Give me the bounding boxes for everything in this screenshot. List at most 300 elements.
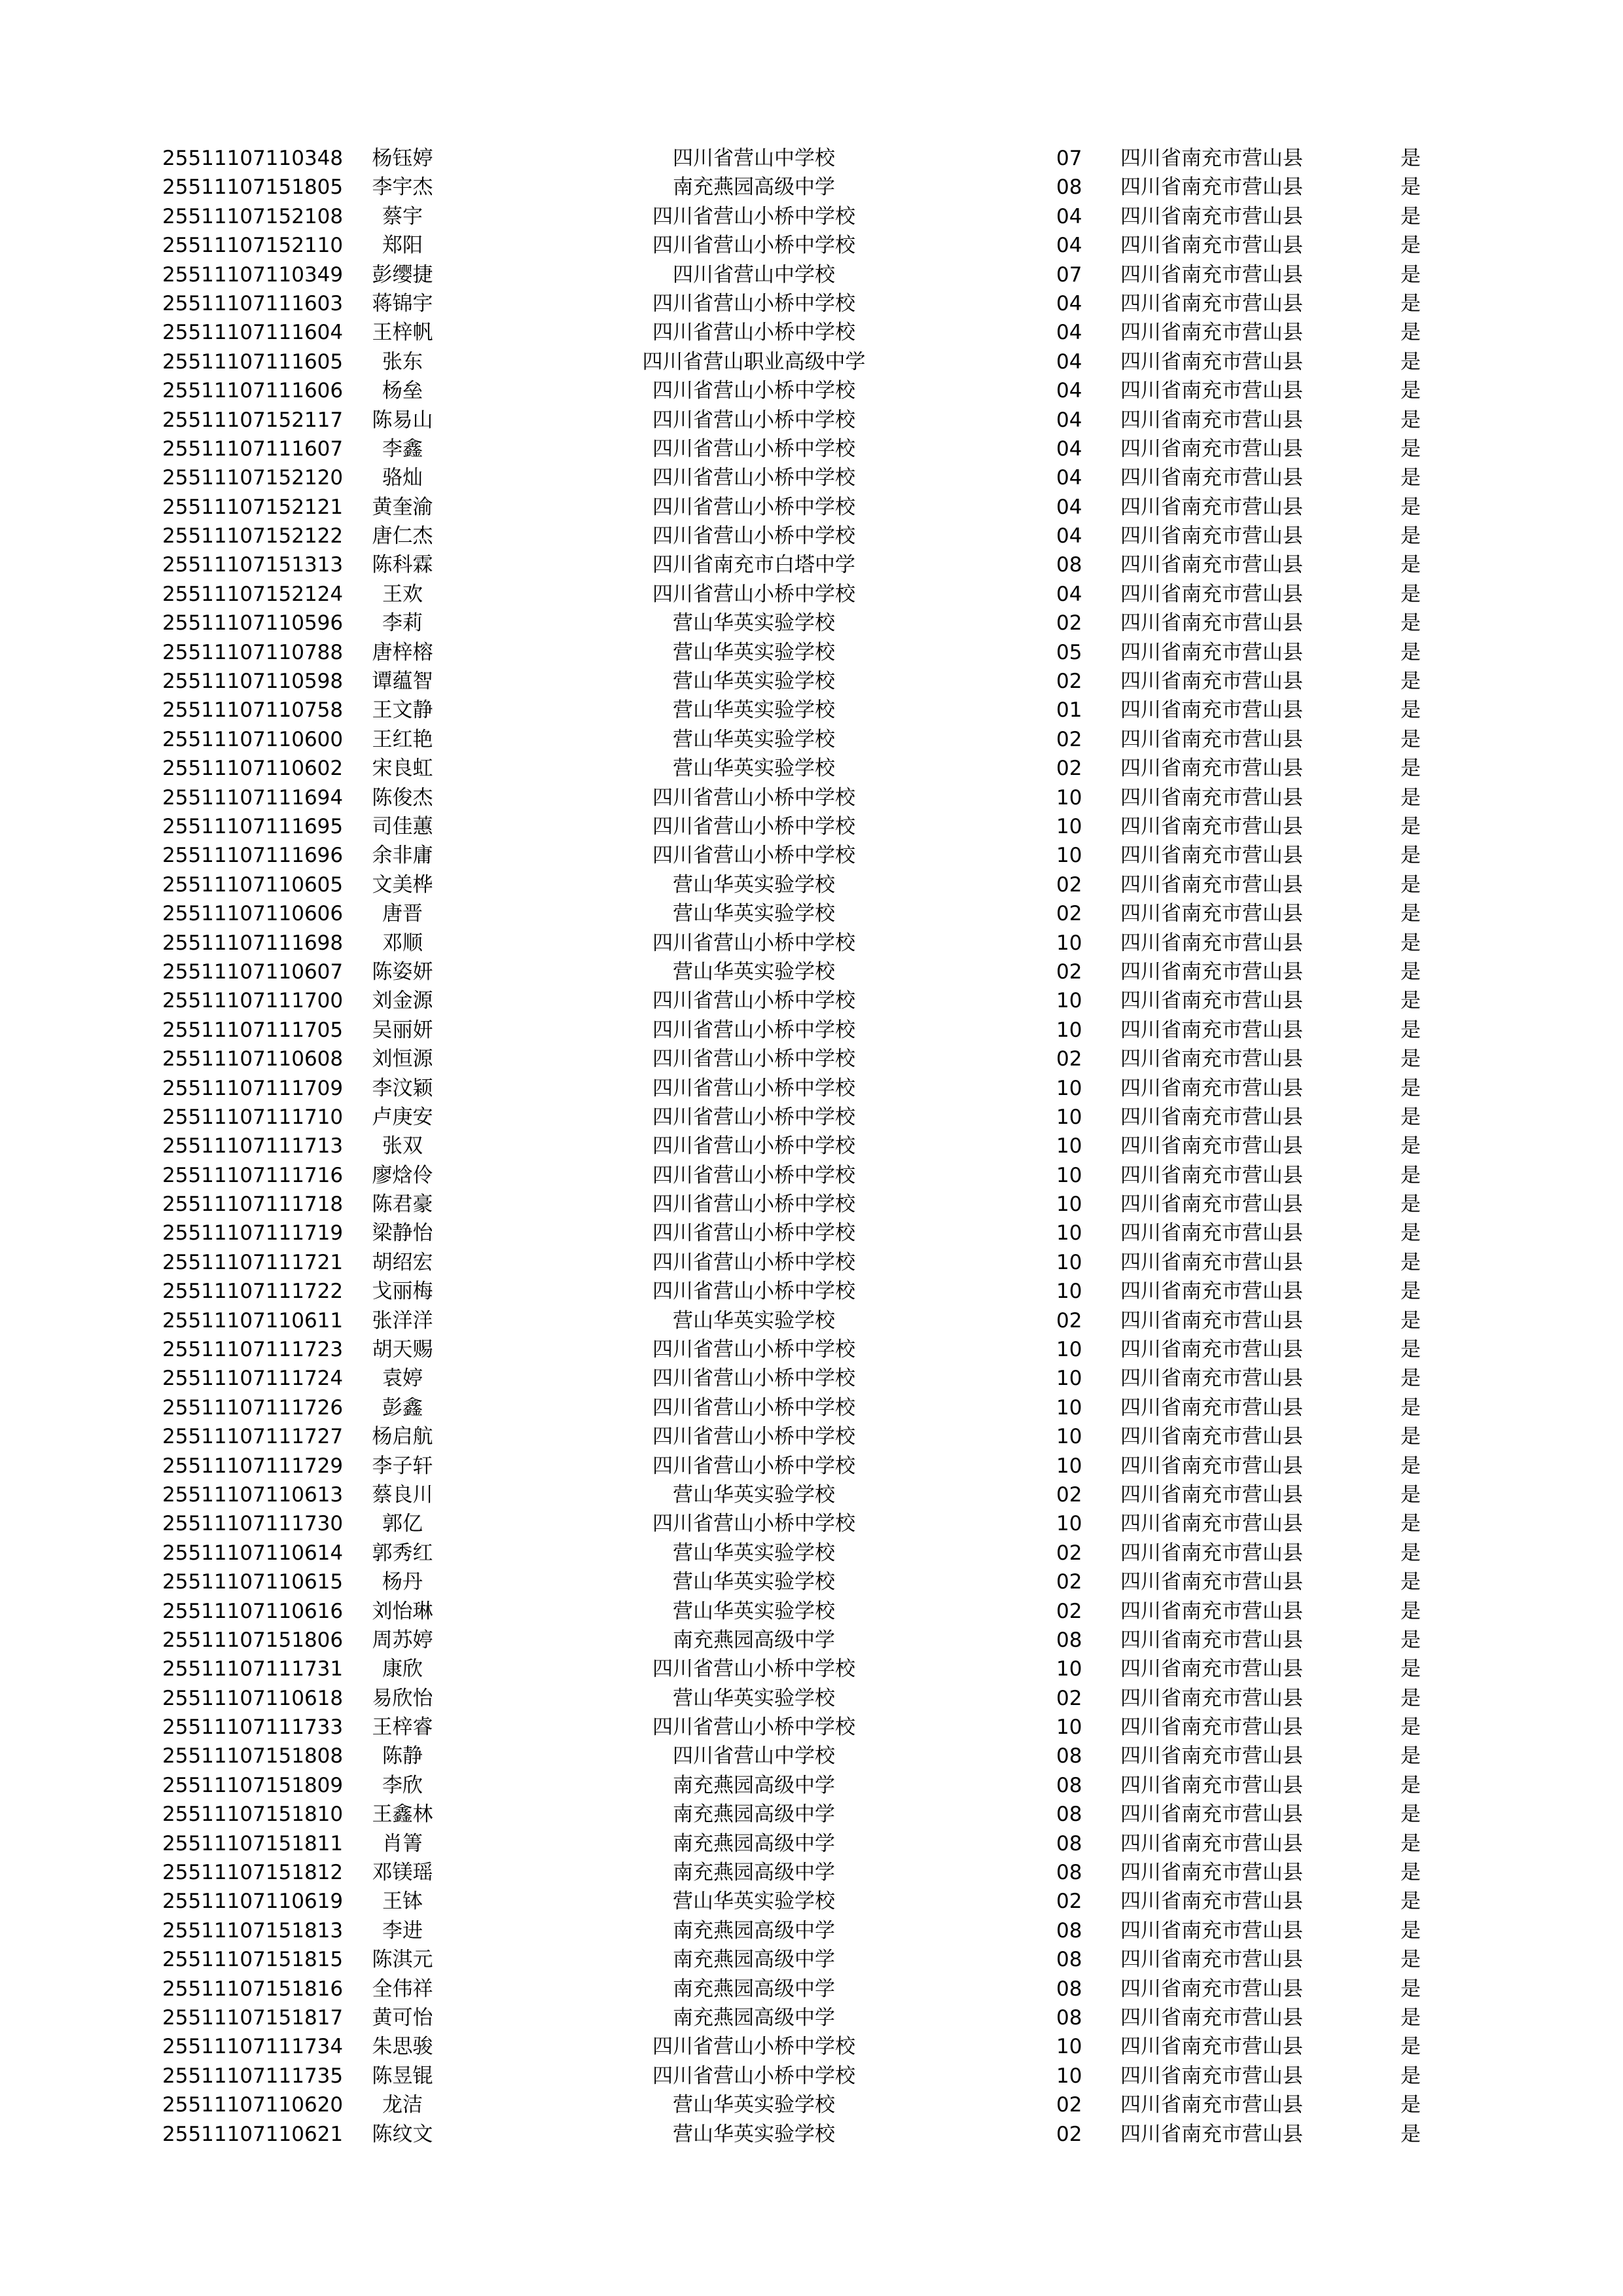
table-row — [0, 1161, 1623, 1190]
table-row — [0, 812, 1623, 841]
status-flag-cell: 是 — [1400, 350, 1421, 374]
student-name-cell-text: 蔡良川 — [372, 1482, 433, 1507]
exam-number-cell: 25511107111694 — [162, 785, 344, 810]
status-flag-cell: 是 — [1400, 698, 1421, 723]
table-row — [0, 463, 1623, 492]
school-cell-text: 四川省营山小桥中学校 — [652, 1250, 855, 1274]
status-flag-cell: 是 — [1400, 379, 1421, 403]
region-cell: 四川省南充市营山县 — [1120, 1570, 1303, 1594]
category-code-cell: 07 — [1056, 262, 1082, 287]
table-row — [0, 318, 1623, 347]
region-cell: 四川省南充市营山县 — [1120, 1890, 1303, 1914]
table-row — [0, 725, 1623, 754]
category-code-cell: 02 — [1056, 727, 1082, 751]
student-name-cell-text: 王钵 — [382, 1890, 423, 1914]
school-cell-text: 四川省营山小桥中学校 — [652, 1221, 855, 1246]
status-flag-cell: 是 — [1400, 321, 1421, 345]
category-code-cell: 10 — [1056, 785, 1082, 810]
exam-number-cell: 25511107110596 — [162, 611, 344, 636]
student-name-cell-text: 郑阳 — [382, 234, 423, 258]
exam-number-cell: 25511107111606 — [162, 379, 344, 403]
exam-number-cell: 25511107152117 — [162, 408, 344, 432]
exam-number-cell: 25511107110615 — [162, 1570, 344, 1594]
status-flag-cell: 是 — [1400, 2093, 1421, 2117]
table-row — [0, 2032, 1623, 2061]
table-row — [0, 667, 1623, 696]
table-row — [0, 1074, 1623, 1103]
region-cell: 四川省南充市营山县 — [1120, 1599, 1303, 1623]
status-flag-cell: 是 — [1400, 2064, 1421, 2088]
status-flag-cell: 是 — [1400, 1512, 1421, 1536]
category-code-cell: 10 — [1056, 1163, 1082, 1187]
student-name-cell-text: 郭秀红 — [372, 1541, 433, 1565]
exam-number-cell: 25511107111730 — [162, 1512, 344, 1536]
category-code-cell: 02 — [1056, 2122, 1082, 2146]
table-row — [0, 144, 1623, 173]
region-cell: 四川省南充市营山县 — [1120, 1338, 1303, 1362]
region-cell: 四川省南充市营山县 — [1120, 1250, 1303, 1274]
category-code-cell: 10 — [1056, 1512, 1082, 1536]
student-name-cell-text: 李子轩 — [372, 1454, 433, 1478]
school-cell-text: 四川省营山小桥中学校 — [652, 321, 855, 345]
school-cell-text: 四川省营山小桥中学校 — [652, 582, 855, 606]
table-row — [0, 289, 1623, 318]
table-row — [0, 406, 1623, 435]
table-row — [0, 1887, 1623, 1916]
student-name-cell-text: 陈昱锟 — [372, 2064, 433, 2088]
region-cell: 四川省南充市营山县 — [1120, 1948, 1303, 1972]
exam-number-cell: 25511107110788 — [162, 640, 344, 664]
table-row — [0, 870, 1623, 899]
status-flag-cell: 是 — [1400, 960, 1421, 984]
category-code-cell: 10 — [1056, 2035, 1082, 2059]
school-cell-text: 四川省营山小桥中学校 — [652, 814, 855, 838]
exam-number-cell: 25511107110611 — [162, 1308, 344, 1333]
table-row — [0, 1800, 1623, 1829]
status-flag-cell: 是 — [1400, 1134, 1421, 1158]
school-cell-text: 南充燕园高级中学 — [673, 1803, 835, 1827]
school-cell-text: 四川省营山小桥中学校 — [652, 1105, 855, 1129]
status-flag-cell: 是 — [1400, 2122, 1421, 2146]
region-cell: 四川省南充市营山县 — [1120, 611, 1303, 636]
exam-number-cell: 25511107152108 — [162, 204, 344, 228]
status-flag-cell: 是 — [1400, 1280, 1421, 1304]
table-row — [0, 260, 1623, 289]
region-cell: 四川省南充市营山县 — [1120, 872, 1303, 897]
student-name-cell-text: 黄奎渝 — [372, 495, 433, 519]
region-cell: 四川省南充市营山县 — [1120, 495, 1303, 519]
exam-number-cell: 25511107151809 — [162, 1773, 344, 1797]
region-cell: 四川省南充市营山县 — [1120, 321, 1303, 345]
student-name-cell-text: 陈姿妍 — [372, 960, 433, 984]
exam-number-cell: 25511107111721 — [162, 1250, 344, 1274]
table-row — [0, 1829, 1623, 1858]
table-row — [0, 580, 1623, 609]
table-row — [0, 1597, 1623, 1626]
school-cell-text: 营山华英实验学校 — [673, 698, 835, 723]
category-code-cell: 04 — [1056, 437, 1082, 461]
status-flag-cell: 是 — [1400, 1338, 1421, 1362]
category-code-cell: 02 — [1056, 1570, 1082, 1594]
school-cell-text: 四川省营山小桥中学校 — [652, 291, 855, 315]
category-code-cell: 10 — [1056, 1715, 1082, 1740]
region-cell: 四川省南充市营山县 — [1120, 1541, 1303, 1565]
category-code-cell: 08 — [1056, 1628, 1082, 1652]
student-name-cell-text: 唐梓榕 — [372, 640, 433, 664]
table-row — [0, 1452, 1623, 1480]
category-code-cell: 02 — [1056, 960, 1082, 984]
school-cell-text: 四川省营山小桥中学校 — [652, 1395, 855, 1420]
student-name-cell-text: 谭蕴智 — [372, 670, 433, 694]
student-name-cell-text: 宋良虹 — [372, 757, 433, 781]
region-cell: 四川省南充市营山县 — [1120, 1308, 1303, 1333]
category-code-cell: 05 — [1056, 640, 1082, 664]
student-name-cell-text: 陈静 — [382, 1744, 423, 1768]
student-name-cell-text: 周苏婷 — [372, 1628, 433, 1652]
category-code-cell: 07 — [1056, 147, 1082, 170]
status-flag-cell: 是 — [1400, 1367, 1421, 1391]
table-row — [0, 1277, 1623, 1306]
student-name-cell-text: 陈俊杰 — [372, 785, 433, 810]
status-flag-cell: 是 — [1400, 1861, 1421, 1885]
exam-number-cell: 25511107111605 — [162, 350, 344, 374]
school-cell-text: 四川省营山中学校 — [673, 262, 835, 287]
region-cell: 四川省南充市营山县 — [1120, 1512, 1303, 1536]
school-cell-text: 营山华英实验学校 — [673, 902, 835, 926]
exam-number-cell: 25511107111735 — [162, 2064, 344, 2088]
table-row — [0, 958, 1623, 986]
table-row — [0, 754, 1623, 783]
student-name-cell-text: 胡绍宏 — [372, 1250, 433, 1274]
region-cell: 四川省南充市营山县 — [1120, 1744, 1303, 1768]
status-flag-cell: 是 — [1400, 872, 1421, 897]
school-cell-text: 营山华英实验学校 — [673, 727, 835, 751]
student-name-cell-text: 王欢 — [382, 582, 423, 606]
region-cell: 四川省南充市营山县 — [1120, 147, 1303, 170]
school-cell-text: 四川省营山小桥中学校 — [652, 931, 855, 955]
exam-number-cell: 25511107151817 — [162, 2006, 344, 2030]
student-name-cell-text: 吴丽妍 — [372, 1018, 433, 1042]
status-flag-cell: 是 — [1400, 1918, 1421, 1943]
region-cell: 四川省南充市营山县 — [1120, 1105, 1303, 1129]
table-row — [0, 1364, 1623, 1393]
school-cell-text: 四川省营山小桥中学校 — [652, 1163, 855, 1187]
category-code-cell: 08 — [1056, 2006, 1082, 2030]
category-code-cell: 04 — [1056, 234, 1082, 258]
student-name-cell-text: 杨垒 — [382, 379, 423, 403]
exam-number-cell: 25511107110605 — [162, 872, 344, 897]
school-cell-text: 营山华英实验学校 — [673, 611, 835, 636]
exam-number-cell: 25511107111713 — [162, 1134, 344, 1158]
student-name-cell-text: 文美桦 — [372, 872, 433, 897]
school-cell-text: 四川省营山小桥中学校 — [652, 1018, 855, 1042]
region-cell: 四川省南充市营山县 — [1120, 262, 1303, 287]
category-code-cell: 02 — [1056, 2093, 1082, 2117]
status-flag-cell: 是 — [1400, 408, 1421, 432]
school-cell-text: 四川省营山小桥中学校 — [652, 1715, 855, 1740]
region-cell: 四川省南充市营山县 — [1120, 1831, 1303, 1856]
table-row — [0, 1858, 1623, 1887]
region-cell: 四川省南充市营山县 — [1120, 1193, 1303, 1217]
exam-number-cell: 25511107111724 — [162, 1367, 344, 1391]
table-row — [0, 1219, 1623, 1247]
region-cell: 四川省南充市营山县 — [1120, 582, 1303, 606]
category-code-cell: 08 — [1056, 1861, 1082, 1885]
region-cell: 四川省南充市营山县 — [1120, 204, 1303, 228]
school-cell-text: 四川省营山小桥中学校 — [652, 1367, 855, 1391]
category-code-cell: 02 — [1056, 611, 1082, 636]
category-code-cell: 02 — [1056, 1599, 1082, 1623]
table-row — [0, 929, 1623, 958]
region-cell: 四川省南充市营山县 — [1120, 757, 1303, 781]
school-cell-text: 四川省营山小桥中学校 — [652, 989, 855, 1013]
table-row — [0, 1335, 1623, 1364]
school-cell-text: 四川省营山职业高级中学 — [642, 350, 866, 374]
student-name-cell-text: 唐仁杰 — [372, 524, 433, 548]
category-code-cell: 10 — [1056, 1018, 1082, 1042]
student-name-cell-text: 蒋锦宇 — [372, 291, 433, 315]
category-code-cell: 10 — [1056, 844, 1082, 868]
table-row — [0, 1626, 1623, 1655]
category-code-cell: 02 — [1056, 902, 1082, 926]
school-cell-text: 营山华英实验学校 — [673, 1599, 835, 1623]
student-name-cell-text: 袁婷 — [382, 1367, 423, 1391]
school-cell-text: 营山华英实验学校 — [673, 1541, 835, 1565]
student-name-cell-text: 梁静怡 — [372, 1221, 433, 1246]
category-code-cell: 02 — [1056, 1047, 1082, 1071]
table-row — [0, 1916, 1623, 1945]
school-cell-text: 南充燕园高级中学 — [673, 1948, 835, 1972]
status-flag-cell: 是 — [1400, 757, 1421, 781]
status-flag-cell: 是 — [1400, 1570, 1421, 1594]
region-cell: 四川省南充市营山县 — [1120, 379, 1303, 403]
table-row — [0, 1945, 1623, 1974]
school-cell-text: 四川省南充市白塔中学 — [652, 553, 855, 577]
school-cell-text: 南充燕园高级中学 — [673, 1831, 835, 1856]
status-flag-cell: 是 — [1400, 989, 1421, 1013]
status-flag-cell: 是 — [1400, 204, 1421, 228]
status-flag-cell: 是 — [1400, 437, 1421, 461]
exam-number-cell: 25511107152110 — [162, 234, 344, 258]
student-name-cell-text: 彭缨捷 — [372, 262, 433, 287]
status-flag-cell: 是 — [1400, 785, 1421, 810]
exam-number-cell: 25511107111710 — [162, 1105, 344, 1129]
school-cell-text: 四川省营山小桥中学校 — [652, 1425, 855, 1449]
category-code-cell: 08 — [1056, 1831, 1082, 1856]
school-cell-text: 营山华英实验学校 — [673, 2122, 835, 2146]
region-cell: 四川省南充市营山县 — [1120, 727, 1303, 751]
exam-number-cell: 25511107152124 — [162, 582, 344, 606]
region-cell: 四川省南充市营山县 — [1120, 2122, 1303, 2146]
student-name-cell-text: 司佳蕙 — [372, 814, 433, 838]
table-row — [0, 1103, 1623, 1132]
exam-number-cell: 25511107152121 — [162, 495, 344, 519]
category-code-cell: 04 — [1056, 466, 1082, 490]
table-row — [0, 1422, 1623, 1451]
school-cell-text: 营山华英实验学校 — [673, 1482, 835, 1507]
school-cell-text: 四川省营山小桥中学校 — [652, 204, 855, 228]
table-row — [0, 1975, 1623, 2003]
exam-number-cell: 25511107111696 — [162, 844, 344, 868]
school-cell-text: 四川省营山小桥中学校 — [652, 1280, 855, 1304]
exam-number-cell: 25511107151811 — [162, 1831, 344, 1856]
student-name-cell-text: 王文静 — [372, 698, 433, 723]
table-row — [0, 1509, 1623, 1538]
school-cell-text: 南充燕园高级中学 — [673, 1628, 835, 1652]
region-cell: 四川省南充市营山县 — [1120, 1163, 1303, 1187]
status-flag-cell: 是 — [1400, 1628, 1421, 1652]
status-flag-cell: 是 — [1400, 1076, 1421, 1100]
exam-number-cell: 25511107111607 — [162, 437, 344, 461]
school-cell-text: 四川省营山小桥中学校 — [652, 2035, 855, 2059]
school-cell-text: 四川省营山小桥中学校 — [652, 466, 855, 490]
region-cell: 四川省南充市营山县 — [1120, 1134, 1303, 1158]
student-name-cell-text: 卢庚安 — [372, 1105, 433, 1129]
category-code-cell: 02 — [1056, 872, 1082, 897]
category-code-cell: 10 — [1056, 814, 1082, 838]
region-cell: 四川省南充市营山县 — [1120, 2006, 1303, 2030]
region-cell: 四川省南充市营山县 — [1120, 670, 1303, 694]
table-row — [0, 1655, 1623, 1683]
exam-number-cell: 25511107151808 — [162, 1744, 344, 1768]
exam-number-cell: 25511107151812 — [162, 1861, 344, 1885]
exam-number-cell: 25511107110349 — [162, 262, 344, 287]
region-cell: 四川省南充市营山县 — [1120, 175, 1303, 200]
category-code-cell: 04 — [1056, 350, 1082, 374]
school-cell-text: 营山华英实验学校 — [673, 1686, 835, 1710]
school-cell-text: 南充燕园高级中学 — [673, 1977, 835, 2001]
category-code-cell: 04 — [1056, 524, 1082, 548]
status-flag-cell: 是 — [1400, 1395, 1421, 1420]
exam-number-cell: 25511107111700 — [162, 989, 344, 1013]
school-cell-text: 四川省营山小桥中学校 — [652, 785, 855, 810]
table-row — [0, 231, 1623, 260]
table-row — [0, 173, 1623, 202]
student-name-cell-text: 邓镁瑶 — [372, 1861, 433, 1885]
table-row — [0, 986, 1623, 1015]
category-code-cell: 10 — [1056, 1338, 1082, 1362]
table-row — [0, 1742, 1623, 1770]
exam-number-cell: 25511107111698 — [162, 931, 344, 955]
exam-number-cell: 25511107110602 — [162, 757, 344, 781]
category-code-cell: 10 — [1056, 1221, 1082, 1246]
region-cell: 四川省南充市营山县 — [1120, 814, 1303, 838]
region-cell: 四川省南充市营山县 — [1120, 1686, 1303, 1710]
category-code-cell: 10 — [1056, 1425, 1082, 1449]
region-cell: 四川省南充市营山县 — [1120, 1977, 1303, 2001]
region-cell: 四川省南充市营山县 — [1120, 1018, 1303, 1042]
exam-number-cell: 25511107110613 — [162, 1482, 344, 1507]
status-flag-cell: 是 — [1400, 1250, 1421, 1274]
category-code-cell: 10 — [1056, 1105, 1082, 1129]
exam-number-cell: 25511107111709 — [162, 1076, 344, 1100]
status-flag-cell: 是 — [1400, 1221, 1421, 1246]
status-flag-cell: 是 — [1400, 234, 1421, 258]
status-flag-cell: 是 — [1400, 147, 1421, 170]
exam-number-cell: 25511107151816 — [162, 1977, 344, 2001]
student-name-cell-text: 杨启航 — [372, 1425, 433, 1449]
school-cell-text: 四川省营山中学校 — [673, 1744, 835, 1768]
table-row — [0, 550, 1623, 579]
table-row — [0, 2120, 1623, 2149]
region-cell: 四川省南充市营山县 — [1120, 1367, 1303, 1391]
table-row — [0, 841, 1623, 870]
student-name-cell-text: 张双 — [382, 1134, 423, 1158]
table-row — [0, 376, 1623, 405]
region-cell: 四川省南充市营山县 — [1120, 1482, 1303, 1507]
category-code-cell: 10 — [1056, 931, 1082, 955]
school-cell-text: 四川省营山小桥中学校 — [652, 2064, 855, 2088]
category-code-cell: 08 — [1056, 1803, 1082, 1827]
school-cell-text: 四川省营山中学校 — [673, 147, 835, 170]
category-code-cell: 04 — [1056, 582, 1082, 606]
school-cell-text: 营山华英实验学校 — [673, 2093, 835, 2117]
table-row — [0, 783, 1623, 812]
table-row — [0, 202, 1623, 231]
status-flag-cell: 是 — [1400, 611, 1421, 636]
student-name-cell-text: 陈科霖 — [372, 553, 433, 577]
table-row — [0, 1480, 1623, 1509]
status-flag-cell: 是 — [1400, 524, 1421, 548]
student-name-cell-text: 刘怡琳 — [372, 1599, 433, 1623]
status-flag-cell: 是 — [1400, 1018, 1421, 1042]
student-name-cell-text: 杨丹 — [382, 1570, 423, 1594]
region-cell: 四川省南充市营山县 — [1120, 785, 1303, 810]
category-code-cell: 08 — [1056, 175, 1082, 200]
region-cell: 四川省南充市营山县 — [1120, 1715, 1303, 1740]
category-code-cell: 02 — [1056, 670, 1082, 694]
student-name-cell-text: 王梓睿 — [372, 1715, 433, 1740]
status-flag-cell: 是 — [1400, 1803, 1421, 1827]
student-name-cell-text: 刘恒源 — [372, 1047, 433, 1071]
student-name-cell-text: 陈君豪 — [372, 1193, 433, 1217]
exam-number-cell: 25511107111731 — [162, 1657, 344, 1681]
category-code-cell: 04 — [1056, 291, 1082, 315]
region-cell: 四川省南充市营山县 — [1120, 989, 1303, 1013]
region-cell: 四川省南充市营山县 — [1120, 291, 1303, 315]
category-code-cell: 10 — [1056, 1454, 1082, 1478]
student-name-cell-text: 杨钰婷 — [372, 147, 433, 170]
student-name-cell-text: 李宇杰 — [372, 175, 433, 200]
region-cell: 四川省南充市营山县 — [1120, 1773, 1303, 1797]
table-row — [0, 1045, 1623, 1073]
category-code-cell: 10 — [1056, 1395, 1082, 1420]
exam-number-cell: 25511107110608 — [162, 1047, 344, 1071]
exam-number-cell: 25511107111733 — [162, 1715, 344, 1740]
region-cell: 四川省南充市营山县 — [1120, 1918, 1303, 1943]
table-row — [0, 1713, 1623, 1742]
status-flag-cell: 是 — [1400, 2006, 1421, 2030]
region-cell: 四川省南充市营山县 — [1120, 466, 1303, 490]
school-cell-text: 营山华英实验学校 — [673, 872, 835, 897]
category-code-cell: 04 — [1056, 321, 1082, 345]
school-cell-text: 营山华英实验学校 — [673, 670, 835, 694]
school-cell-text: 四川省营山小桥中学校 — [652, 234, 855, 258]
category-code-cell: 04 — [1056, 495, 1082, 519]
status-flag-cell: 是 — [1400, 902, 1421, 926]
student-name-cell-text: 李欣 — [382, 1773, 423, 1797]
table-row — [0, 1568, 1623, 1596]
category-code-cell: 08 — [1056, 1918, 1082, 1943]
student-name-cell-text: 肖箐 — [382, 1831, 423, 1856]
school-cell-text: 四川省营山小桥中学校 — [652, 1657, 855, 1681]
table-row — [0, 522, 1623, 550]
exam-number-cell: 25511107111729 — [162, 1454, 344, 1478]
table-row — [0, 435, 1623, 463]
exam-number-cell: 25511107110614 — [162, 1541, 344, 1565]
region-cell: 四川省南充市营山县 — [1120, 844, 1303, 868]
school-cell-text: 四川省营山小桥中学校 — [652, 1512, 855, 1536]
